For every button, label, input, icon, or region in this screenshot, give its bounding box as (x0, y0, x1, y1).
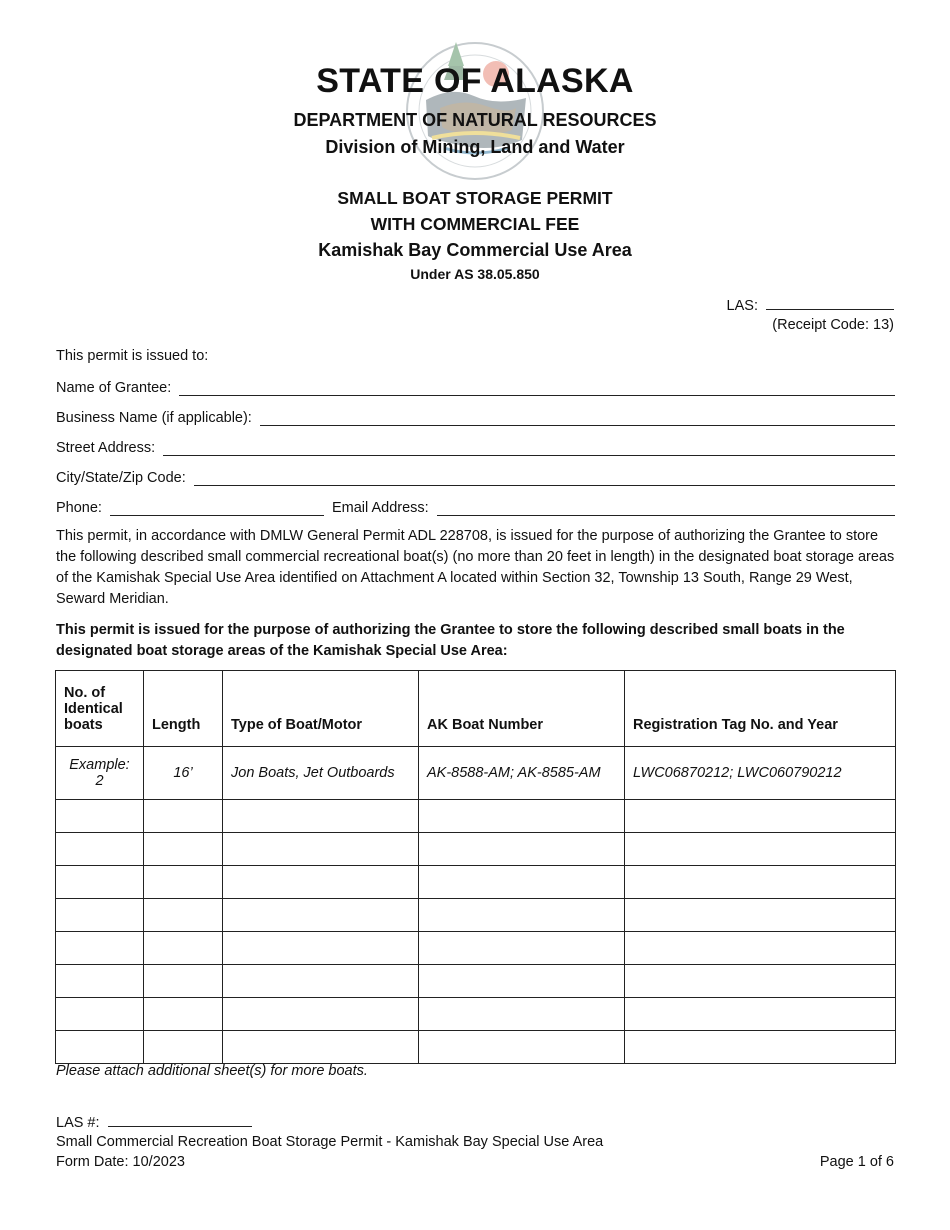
footer-page-number: Page 1 of 6 (819, 1154, 894, 1170)
col-header-count (56, 671, 144, 747)
receipt-code: (Receipt Code: 13) (772, 317, 894, 333)
table-cell[interactable] (223, 965, 419, 998)
footer-form-date: Form Date: 10/2023 (56, 1154, 185, 1170)
example-length-cell: 16’ (144, 747, 223, 800)
business-field[interactable] (260, 411, 895, 426)
example-count: 2 (95, 773, 104, 789)
table-cell[interactable] (144, 866, 223, 899)
count-header-line3: boats (64, 717, 103, 733)
table-cell[interactable] (56, 833, 144, 866)
phone-field[interactable] (110, 501, 324, 516)
table-cell[interactable] (223, 800, 419, 833)
table-cell[interactable] (56, 965, 144, 998)
table-cell[interactable] (144, 932, 223, 965)
permit-title-line2: WITH COMMERCIAL FEE (370, 214, 580, 234)
division-name: Division of Mining, Land and Water (325, 137, 625, 157)
table-row-example (56, 747, 896, 800)
table-cell[interactable] (419, 932, 625, 965)
col-header-type: Type of Boat/Motor (223, 671, 419, 747)
table-cell[interactable] (625, 833, 896, 866)
table-cell[interactable] (144, 998, 223, 1031)
table-cell[interactable] (223, 998, 419, 1031)
table-cell[interactable] (223, 932, 419, 965)
table-row (56, 1031, 896, 1064)
table-cell[interactable] (625, 800, 896, 833)
grantee-field[interactable] (179, 381, 895, 396)
table-cell[interactable] (419, 998, 625, 1031)
grantee-label: Name of Grantee: (56, 380, 172, 396)
las-blank[interactable] (766, 296, 894, 310)
street-field[interactable] (163, 441, 895, 456)
count-header-line1: No. of (64, 685, 106, 701)
footer-las-label: LAS #: (56, 1115, 100, 1131)
table-cell[interactable] (419, 899, 625, 932)
col-header-registration: Registration Tag No. and Year (625, 671, 896, 747)
col-header-length: Length (144, 671, 223, 747)
issued-to-label: This permit is issued to: (56, 348, 209, 364)
storage-authorization-paragraph: This permit is issued for the purpose of authorizing the Grantee to store the following described small boats in the designated boat storage areas of the Kamishak Special Use Area: (56, 622, 845, 659)
table-row (56, 932, 896, 965)
additional-sheets-note: Please attach additional sheet(s) for more boats. (56, 1063, 368, 1079)
city-field[interactable] (194, 471, 895, 486)
business-row (56, 406, 895, 426)
table-cell[interactable] (56, 1031, 144, 1064)
table-row (56, 866, 896, 899)
table-cell[interactable] (144, 899, 223, 932)
footer-las-blank[interactable] (108, 1113, 252, 1127)
boats-table (55, 670, 896, 1064)
table-cell[interactable] (223, 1031, 419, 1064)
city-row (56, 466, 895, 486)
use-area-title: Kamishak Bay Commercial Use Area (318, 240, 632, 260)
table-cell[interactable] (419, 1031, 625, 1064)
table-cell[interactable] (144, 800, 223, 833)
street-label: Street Address: (56, 440, 156, 456)
las-label: LAS: (726, 298, 758, 314)
contact-row (56, 496, 895, 516)
table-cell[interactable] (625, 965, 896, 998)
footer-las (56, 1113, 252, 1131)
table-cell[interactable] (223, 899, 419, 932)
grantee-row (56, 376, 895, 396)
table-row (56, 998, 896, 1031)
table-row (56, 833, 896, 866)
example-label: Example: (69, 757, 130, 773)
table-cell[interactable] (56, 932, 144, 965)
las-field[interactable] (727, 296, 894, 314)
permit-purpose-paragraph: This permit, in accordance with DMLW General Permit ADL 228708, is issued for the purpose of authorizing the Grantee to store the following described small commercial recreational boat(s) (no more than 20 feet in length) in the designated boat storage areas of the Kamishak Special Use Area identified on Attachment A located within Section 32, Township 13 South, Range 29 West, Seward Meridian. (56, 528, 895, 607)
department-name: DEPARTMENT OF NATURAL RESOURCES (293, 110, 657, 130)
table-cell[interactable] (223, 866, 419, 899)
table-cell[interactable] (419, 833, 625, 866)
permit-title-line1: SMALL BOAT STORAGE PERMIT (337, 188, 613, 208)
state-title: STATE OF ALASKA (316, 62, 634, 100)
table-cell[interactable] (144, 965, 223, 998)
table-cell[interactable] (625, 998, 896, 1031)
table-cell[interactable] (625, 866, 896, 899)
example-ak-cell: AK-8588-AM; AK-8585-AM (419, 747, 625, 800)
table-cell[interactable] (419, 866, 625, 899)
table-cell[interactable] (144, 1031, 223, 1064)
table-cell[interactable] (625, 932, 896, 965)
table-cell[interactable] (56, 800, 144, 833)
table-cell[interactable] (56, 998, 144, 1031)
table-row (56, 965, 896, 998)
table-row (56, 899, 896, 932)
table-cell[interactable] (419, 965, 625, 998)
business-label: Business Name (if applicable): (56, 410, 252, 426)
table-cell[interactable] (144, 833, 223, 866)
example-count-cell (56, 747, 144, 800)
table-cell[interactable] (56, 899, 144, 932)
table-row (56, 800, 896, 833)
table-cell[interactable] (223, 833, 419, 866)
example-registration-cell: LWC06870212; LWC060790212 (625, 747, 896, 800)
street-row (56, 436, 895, 456)
table-cell[interactable] (419, 800, 625, 833)
footer-form-name: Small Commercial Recreation Boat Storage Permit - Kamishak Bay Special Use Area (56, 1134, 604, 1150)
table-cell[interactable] (625, 1031, 896, 1064)
count-header-line2: Identical (64, 701, 123, 717)
email-label: Email Address: (331, 500, 429, 516)
phone-label: Phone: (56, 500, 102, 516)
table-cell[interactable] (625, 899, 896, 932)
example-type-cell: Jon Boats, Jet Outboards (223, 747, 419, 800)
statute-reference: Under AS 38.05.850 (410, 266, 540, 282)
city-label: City/State/Zip Code: (56, 470, 186, 486)
table-header-row (56, 671, 896, 747)
email-field[interactable] (437, 501, 895, 516)
table-cell[interactable] (56, 866, 144, 899)
col-header-ak-number: AK Boat Number (419, 671, 625, 747)
